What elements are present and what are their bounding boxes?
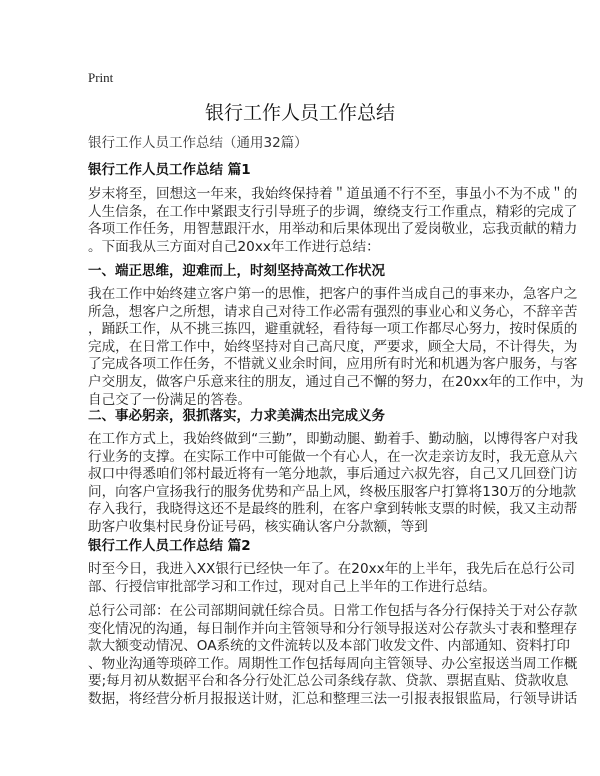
text-line: 我在工作中始终建立客户第一的思惟，把客户的事件当成自己的事来办，急客户之 — [88, 286, 578, 302]
text-line: 在工作方式上，我始终做到“三勤”，即勤动腿、勤着手、勤动脑，以博得客户对我 — [88, 431, 578, 447]
print-link[interactable]: Print — [88, 70, 114, 85]
section2-body — [88, 603, 578, 709]
sub1-paragraph — [88, 286, 584, 409]
text-line: 、物业沟通等琐碎工作。周期性工作包括每周向主管领导、办公室报送当周工作概 — [88, 655, 578, 672]
text-line: 自己交了一份满足的答卷。 — [88, 391, 252, 408]
text-line: 要;每月初从数据平台和各分行处汇总公司条线存款、贷款、票据直贴、贷款收息 — [88, 673, 569, 690]
sub2-paragraph — [88, 431, 578, 537]
sub1-heading: 一、端正思维，迎难而上，时刻坚持高效工作状况 — [88, 263, 385, 279]
text-line: 款大额变动情况、OA系统的文件流转以及本部门收发文件、内部通知、资料打印 — [88, 638, 570, 655]
document-subtitle: 银行工作人员工作总结（通用32篇） — [88, 135, 308, 151]
text-line: 存入我行，我晓得这还不是最终的胜利，在客户拿到转帐支票的时候，我又主动帮 — [88, 501, 578, 518]
text-line: 各项工作任务，用智慧跟汗水，用举动和后果体现出了爱岗敬业，忘我贡献的精力 — [88, 221, 578, 238]
text-line: 部、行授信审批部学习和工作过，现对自己上半年的工作进行总结。 — [88, 578, 496, 595]
text-line: 了完成各项工作任务，不惜就义业余时间，应用所有时光和机遇为客户服务，与客 — [88, 356, 578, 373]
text-line: 叔口中得悉咱们邻村最近将有一笔分地款，事后通过六叔先容，自己又几回登门访 — [88, 466, 578, 483]
text-line: 人生信条，在工作中紧跟支行引导班子的步调，缭绕支行工作重点，精彩的完成了 — [88, 203, 578, 220]
text-line: ，踊跃工作，从不挑三拣四，避重就轻，看待每一项工作都尽心努力，按时保质的 — [88, 321, 578, 338]
text-line: 问，向客户宣扬我行的服务优势和产品上风，终极压服客户打算将130万的分地款 — [88, 483, 577, 500]
sub2-heading: 二、事必躬亲，狠抓落实，力求美满杰出完成义务 — [88, 408, 385, 424]
text-line: 。下面我从三方面对自己20xx年工作进行总结： — [88, 238, 380, 255]
text-line: 所急，想客户之所想，请求自己对待工作必需有强烈的事业心和义务心，不辞辛苦 — [88, 303, 578, 320]
section1-intro — [88, 186, 578, 256]
text-line: 岁末将至，回想这一年来，我始终保持着＂道虽通不行不至，事虽小不为不成＂的 — [88, 186, 578, 202]
section1-heading: 银行工作人员工作总结 篇1 — [88, 162, 251, 178]
document-title: 银行工作人员工作总结 — [204, 102, 395, 124]
text-line: 助客户收集村民身份证号码，核实确认客户分款额，等到 — [88, 518, 428, 535]
text-line: 完成，在日常工作中，始终坚持对自己高尺度，严要求，顾全大局，不计得失，为 — [88, 338, 578, 355]
text-line: 总行公司部：在公司部期间就任综合员。日常工作包括与各分行保持关于对公存款 — [88, 603, 578, 619]
text-line: 时至今日，我进入XX银行已经快一年了。在20xx年的上半年，我先后在总行公司 — [88, 561, 576, 577]
section2-intro — [88, 561, 576, 596]
text-line: 行业务的支撑。在实际工作中可能做一个有心人，在一次走亲访友时，我无意从六 — [88, 448, 578, 465]
text-line: 数据，将经营分析月报报送计财，汇总和整理三法一引报表报银监局，行领导讲话 — [88, 690, 578, 707]
section2-heading: 银行工作人员工作总结 篇2 — [88, 538, 251, 554]
text-line: 户交朋友，做客户乐意来往的朋友，通过自己不懈的努力，在20xx年的工作中，为 — [88, 373, 584, 390]
text-line: 变化情况的沟通，每日制作并向主管领导和分行领导报送对公存款头寸表和整理存 — [88, 620, 578, 637]
